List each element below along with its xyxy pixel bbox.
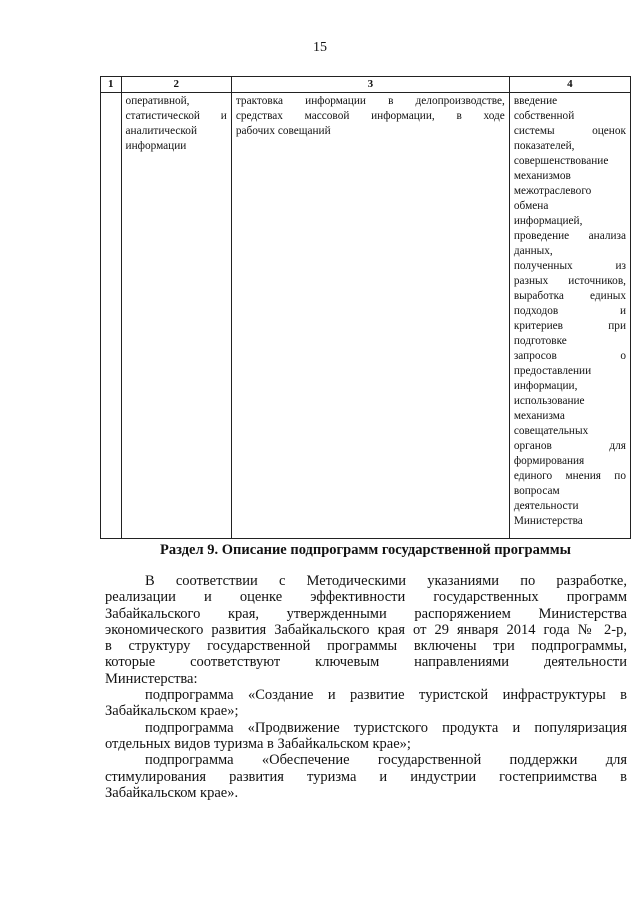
cell-line: системы оценок <box>513 125 626 137</box>
cell-text-col4 <box>514 94 626 529</box>
cell-line: информации <box>125 140 187 152</box>
cell-line: информации, <box>513 380 578 392</box>
section-heading: Раздел 9. Описание подпрограмм государственной программы <box>160 542 571 558</box>
cell-text-col2 <box>126 94 227 154</box>
paragraph <box>105 687 627 720</box>
cell-line: совершенствование <box>513 155 609 167</box>
table-header-row <box>101 77 631 93</box>
cell-line: вопросам <box>513 485 560 497</box>
table-header-cell: 4 <box>509 77 630 93</box>
paragraph-line: которые соответствуют ключевым направлениями деятельности <box>105 654 627 671</box>
cell-line: статистической и <box>125 110 227 122</box>
paragraph-line: Министерства: <box>105 670 198 687</box>
paragraph <box>105 720 627 753</box>
page-number: 15 <box>313 40 327 55</box>
paragraph-line: подпрограмма «Продвижение туристского продукта и популяризация <box>145 719 627 736</box>
cell-line: трактовка информации в делопроизводстве, <box>235 95 505 107</box>
paragraph-line: стимулирования развития туризма и индустрии гостеприимства в <box>105 768 627 785</box>
cell-line: аналитической <box>125 125 197 137</box>
cell-line: средствах массовой информации, в ходе <box>235 110 505 122</box>
paragraph-line: Забайкальском крае»; <box>105 703 239 720</box>
paragraph-line: подпрограмма «Обеспечение государственной поддержки для <box>145 752 627 769</box>
cell-line: выработка единых <box>513 290 626 302</box>
cell-line: собственной <box>513 110 575 122</box>
paragraph-line: подпрограмма «Создание и развитие туристской инфраструктуры в <box>145 687 627 704</box>
cell-line: разных источников, <box>513 275 626 287</box>
paragraph-line: в структуру государственной программы включены три подпрограммы, <box>105 638 627 655</box>
cell-line: данных, <box>513 245 553 257</box>
cell-line: введение <box>513 95 558 107</box>
cell-line: информацией, <box>513 215 583 227</box>
table-cell-col4 <box>509 93 630 539</box>
cell-line: запросов о <box>513 350 626 362</box>
cell-line: обмена <box>513 200 549 212</box>
cell-line: формирования <box>513 455 585 467</box>
paragraph-line: Забайкальского края, утвержденными распоряжением Министерства <box>105 605 627 622</box>
table-header-cell: 1 <box>101 77 122 93</box>
paragraph <box>105 752 627 801</box>
section-body <box>105 573 627 801</box>
cell-line: оперативной, <box>125 95 190 107</box>
cell-line: механизмов <box>513 170 571 182</box>
cell-line: показателей, <box>513 140 575 152</box>
cell-line: деятельности <box>513 500 579 512</box>
table-header-cell: 2 <box>121 77 231 93</box>
content-table <box>100 76 631 539</box>
paragraph-line: Забайкальском крае». <box>105 784 239 801</box>
cell-line: подготовке <box>513 335 567 347</box>
cell-line: Министерства <box>513 515 583 527</box>
cell-line: подходов и <box>513 305 626 317</box>
cell-text-col3 <box>236 94 505 139</box>
cell-line: проведение анализа <box>513 230 626 242</box>
paragraph-line: реализации и оценке эффективности государственных программ <box>105 589 627 606</box>
cell-line: полученных из <box>513 260 626 272</box>
table-header-cell: 3 <box>231 77 509 93</box>
cell-line: рабочих совещаний <box>235 125 331 137</box>
cell-line: совещательных <box>513 425 589 437</box>
table-cell-col1 <box>101 93 122 539</box>
paragraph-line: отдельных видов туризма в Забайкальском крае»; <box>105 735 411 752</box>
cell-line: предоставлении <box>513 365 592 377</box>
cell-line: механизма <box>513 410 565 422</box>
cell-line: межотраслевого <box>513 185 592 197</box>
table-cell-col3 <box>231 93 509 539</box>
paragraph <box>105 573 627 687</box>
table-cell-col2 <box>121 93 231 539</box>
cell-line: органов для <box>513 440 626 452</box>
cell-line: использование <box>513 395 585 407</box>
table-row <box>101 93 631 539</box>
cell-line: критериев при <box>513 320 626 332</box>
paragraph-line: экономического развития Забайкальского края от 29 января 2014 года № 2-р, <box>105 621 627 638</box>
paragraph-line: В соответствии с Методическими указаниями по разработке, <box>145 573 627 589</box>
cell-line: единого мнения по <box>513 470 626 482</box>
